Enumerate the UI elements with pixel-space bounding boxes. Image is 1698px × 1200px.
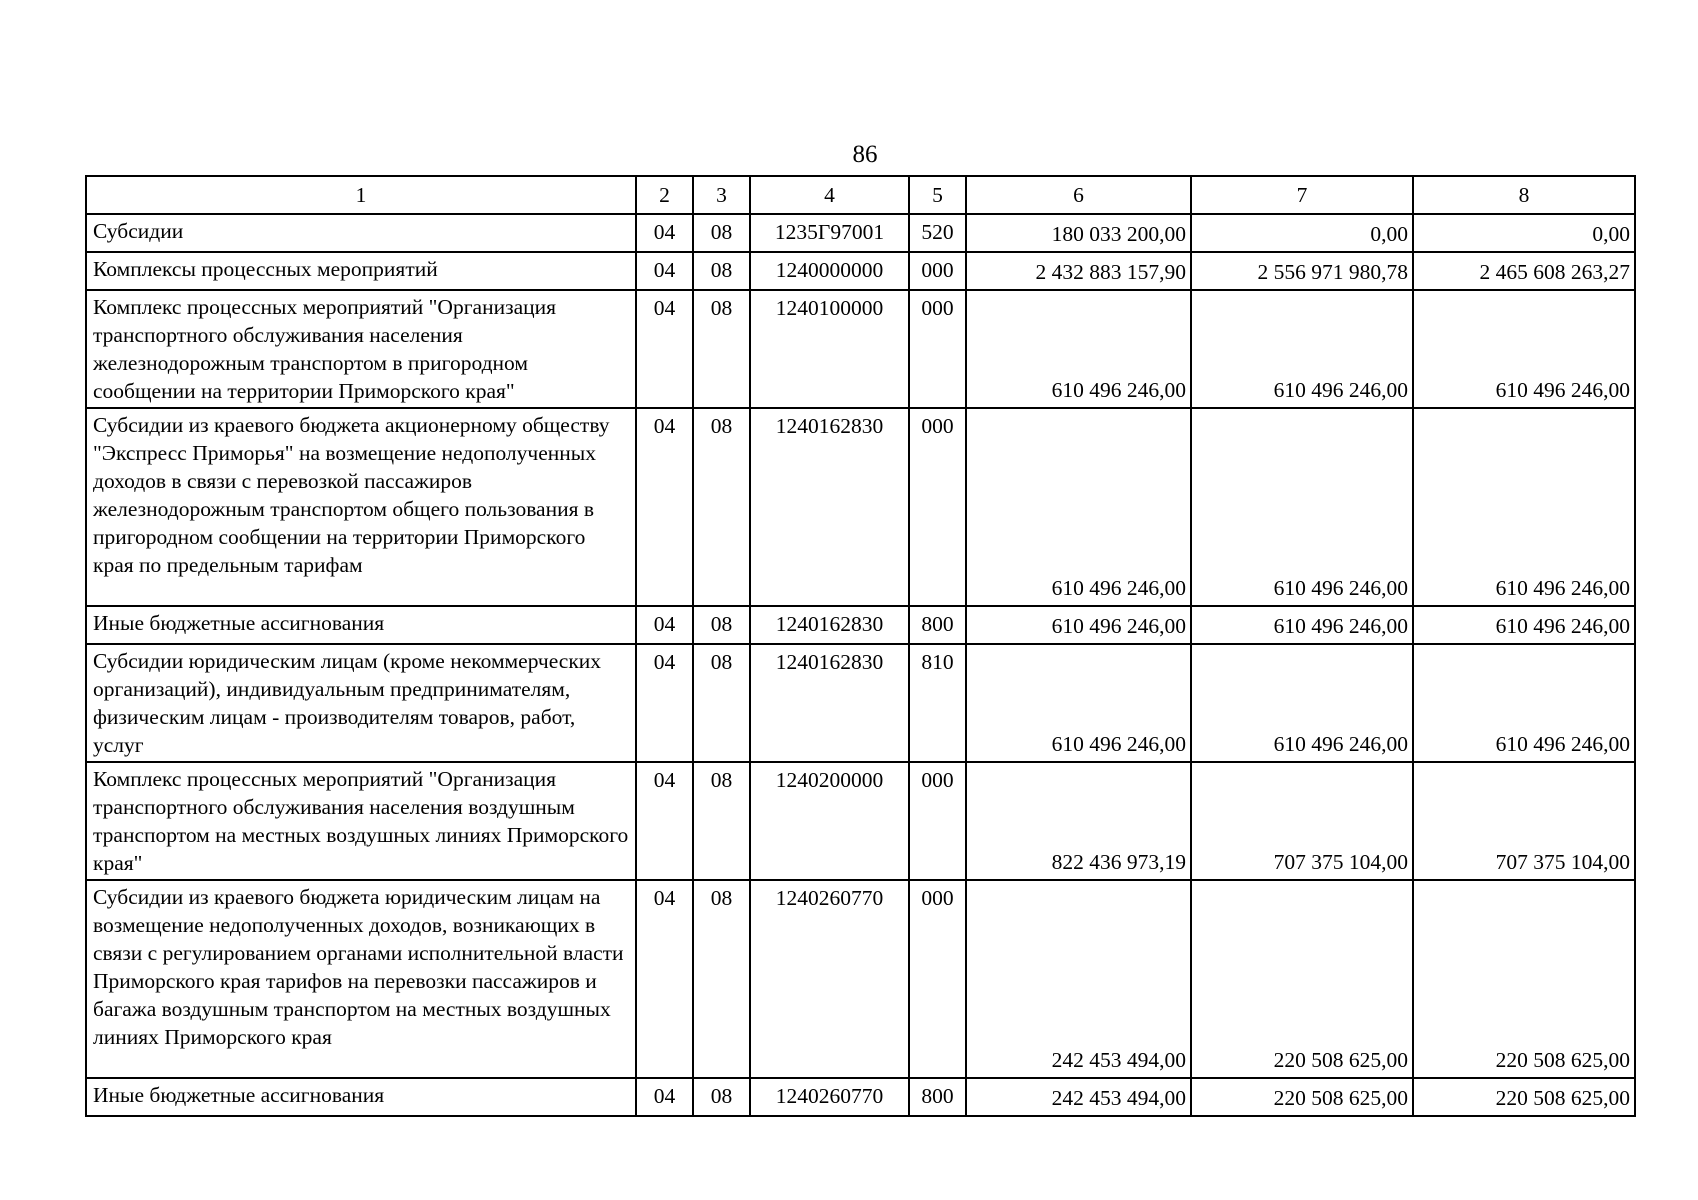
- row-subsection-code: 08: [693, 762, 750, 880]
- table-row: [86, 880, 1635, 1078]
- column-header: 4: [750, 176, 909, 214]
- row-amount-col8: 707 375 104,00: [1413, 762, 1635, 880]
- row-subsection-code: 08: [693, 214, 750, 252]
- row-amount-col8: 220 508 625,00: [1413, 880, 1635, 1078]
- row-section-code: 04: [636, 1078, 693, 1116]
- row-amount-col8: 2 465 608 263,27: [1413, 252, 1635, 290]
- row-amount-col7: 610 496 246,00: [1191, 290, 1413, 408]
- row-subsection-code: 08: [693, 252, 750, 290]
- row-amount-col6: 610 496 246,00: [966, 408, 1191, 606]
- row-amount-col6: 822 436 973,19: [966, 762, 1191, 880]
- row-amount-col6: 610 496 246,00: [966, 606, 1191, 644]
- row-subsection-code: 08: [693, 880, 750, 1078]
- page-number: 86: [852, 141, 878, 168]
- row-amount-col6: 2 432 883 157,90: [966, 252, 1191, 290]
- row-target-code: 1240162830: [750, 644, 909, 762]
- row-amount-col7: 610 496 246,00: [1191, 644, 1413, 762]
- row-name: Субсидии юридическим лицам (кроме некоммерческих организаций), индивидуальным предпринимателям, физическим лицам - производителям товаров, работ, услуг: [86, 644, 636, 762]
- row-subsection-code: 08: [693, 606, 750, 644]
- row-section-code: 04: [636, 606, 693, 644]
- row-section-code: 04: [636, 252, 693, 290]
- row-expense-type-code: 000: [909, 252, 966, 290]
- row-amount-col6: 180 033 200,00: [966, 214, 1191, 252]
- row-name: Субсидии: [86, 214, 636, 252]
- row-subsection-code: 08: [693, 408, 750, 606]
- row-name: Комплекс процессных мероприятий "Организация транспортного обслуживания населения железнодорожным транспортом в пригородном сообщении на территории Приморского края": [86, 290, 636, 408]
- row-expense-type-code: 000: [909, 880, 966, 1078]
- row-expense-type-code: 810: [909, 644, 966, 762]
- row-target-code: 1240162830: [750, 408, 909, 606]
- row-expense-type-code: 800: [909, 606, 966, 644]
- column-header: 8: [1413, 176, 1635, 214]
- row-amount-col6: 610 496 246,00: [966, 644, 1191, 762]
- row-expense-type-code: 000: [909, 762, 966, 880]
- row-target-code: 1240000000: [750, 252, 909, 290]
- row-amount-col6: 242 453 494,00: [966, 1078, 1191, 1116]
- row-section-code: 04: [636, 290, 693, 408]
- column-header: 6: [966, 176, 1191, 214]
- row-amount-col7: 707 375 104,00: [1191, 762, 1413, 880]
- table-row: [86, 762, 1635, 880]
- row-subsection-code: 08: [693, 1078, 750, 1116]
- row-expense-type-code: 800: [909, 1078, 966, 1116]
- row-expense-type-code: 000: [909, 408, 966, 606]
- column-header: 1: [86, 176, 636, 214]
- column-header: 5: [909, 176, 966, 214]
- row-expense-type-code: 000: [909, 290, 966, 408]
- row-expense-type-code: 520: [909, 214, 966, 252]
- table-row: [86, 290, 1635, 408]
- row-section-code: 04: [636, 644, 693, 762]
- row-target-code: 1240200000: [750, 762, 909, 880]
- column-header: 7: [1191, 176, 1413, 214]
- row-amount-col8: 610 496 246,00: [1413, 644, 1635, 762]
- table-row: [86, 214, 1635, 252]
- budget-table: [85, 175, 1636, 1117]
- row-name: Субсидии из краевого бюджета акционерному обществу "Экспресс Приморья" на возмещение недополученных доходов в связи с перевозкой пассажиров железнодорожным транспортом общего пользования в пригородном сообщении на территории Приморского края по предельным тарифам: [86, 408, 636, 606]
- row-target-code: 1235Г97001: [750, 214, 909, 252]
- row-subsection-code: 08: [693, 644, 750, 762]
- row-amount-col7: 2 556 971 980,78: [1191, 252, 1413, 290]
- row-target-code: 1240260770: [750, 880, 909, 1078]
- row-amount-col7: 610 496 246,00: [1191, 408, 1413, 606]
- row-section-code: 04: [636, 880, 693, 1078]
- row-name: Субсидии из краевого бюджета юридическим лицам на возмещение недополученных доходов, возникающих в связи с регулированием органами исполнительной власти Приморского края тарифов на перевозки пассажиров и багажа воздушным транспортом на местных воздушных линиях Приморского края: [86, 880, 636, 1078]
- row-target-code: 1240100000: [750, 290, 909, 408]
- row-section-code: 04: [636, 214, 693, 252]
- row-amount-col8: 220 508 625,00: [1413, 1078, 1635, 1116]
- row-section-code: 04: [636, 408, 693, 606]
- table-row: [86, 252, 1635, 290]
- row-name: Иные бюджетные ассигнования: [86, 606, 636, 644]
- row-section-code: 04: [636, 762, 693, 880]
- row-amount-col7: 220 508 625,00: [1191, 1078, 1413, 1116]
- row-amount-col7: 220 508 625,00: [1191, 880, 1413, 1078]
- row-amount-col7: 0,00: [1191, 214, 1413, 252]
- row-amount-col8: 610 496 246,00: [1413, 606, 1635, 644]
- row-target-code: 1240260770: [750, 1078, 909, 1116]
- row-name: Комплексы процессных мероприятий: [86, 252, 636, 290]
- row-amount-col8: 0,00: [1413, 214, 1635, 252]
- row-amount-col7: 610 496 246,00: [1191, 606, 1413, 644]
- column-header: 2: [636, 176, 693, 214]
- row-amount-col8: 610 496 246,00: [1413, 408, 1635, 606]
- row-amount-col6: 242 453 494,00: [966, 880, 1191, 1078]
- row-subsection-code: 08: [693, 290, 750, 408]
- row-amount-col8: 610 496 246,00: [1413, 290, 1635, 408]
- table-row: [86, 644, 1635, 762]
- table-row: [86, 606, 1635, 644]
- table-row: [86, 1078, 1635, 1116]
- column-number-header-row: [86, 176, 1635, 214]
- row-name: Комплекс процессных мероприятий "Организация транспортного обслуживания населения воздушным транспортом на местных воздушных линиях Приморского края": [86, 762, 636, 880]
- row-name: Иные бюджетные ассигнования: [86, 1078, 636, 1116]
- row-amount-col6: 610 496 246,00: [966, 290, 1191, 408]
- row-target-code: 1240162830: [750, 606, 909, 644]
- column-header: 3: [693, 176, 750, 214]
- table-row: [86, 408, 1635, 606]
